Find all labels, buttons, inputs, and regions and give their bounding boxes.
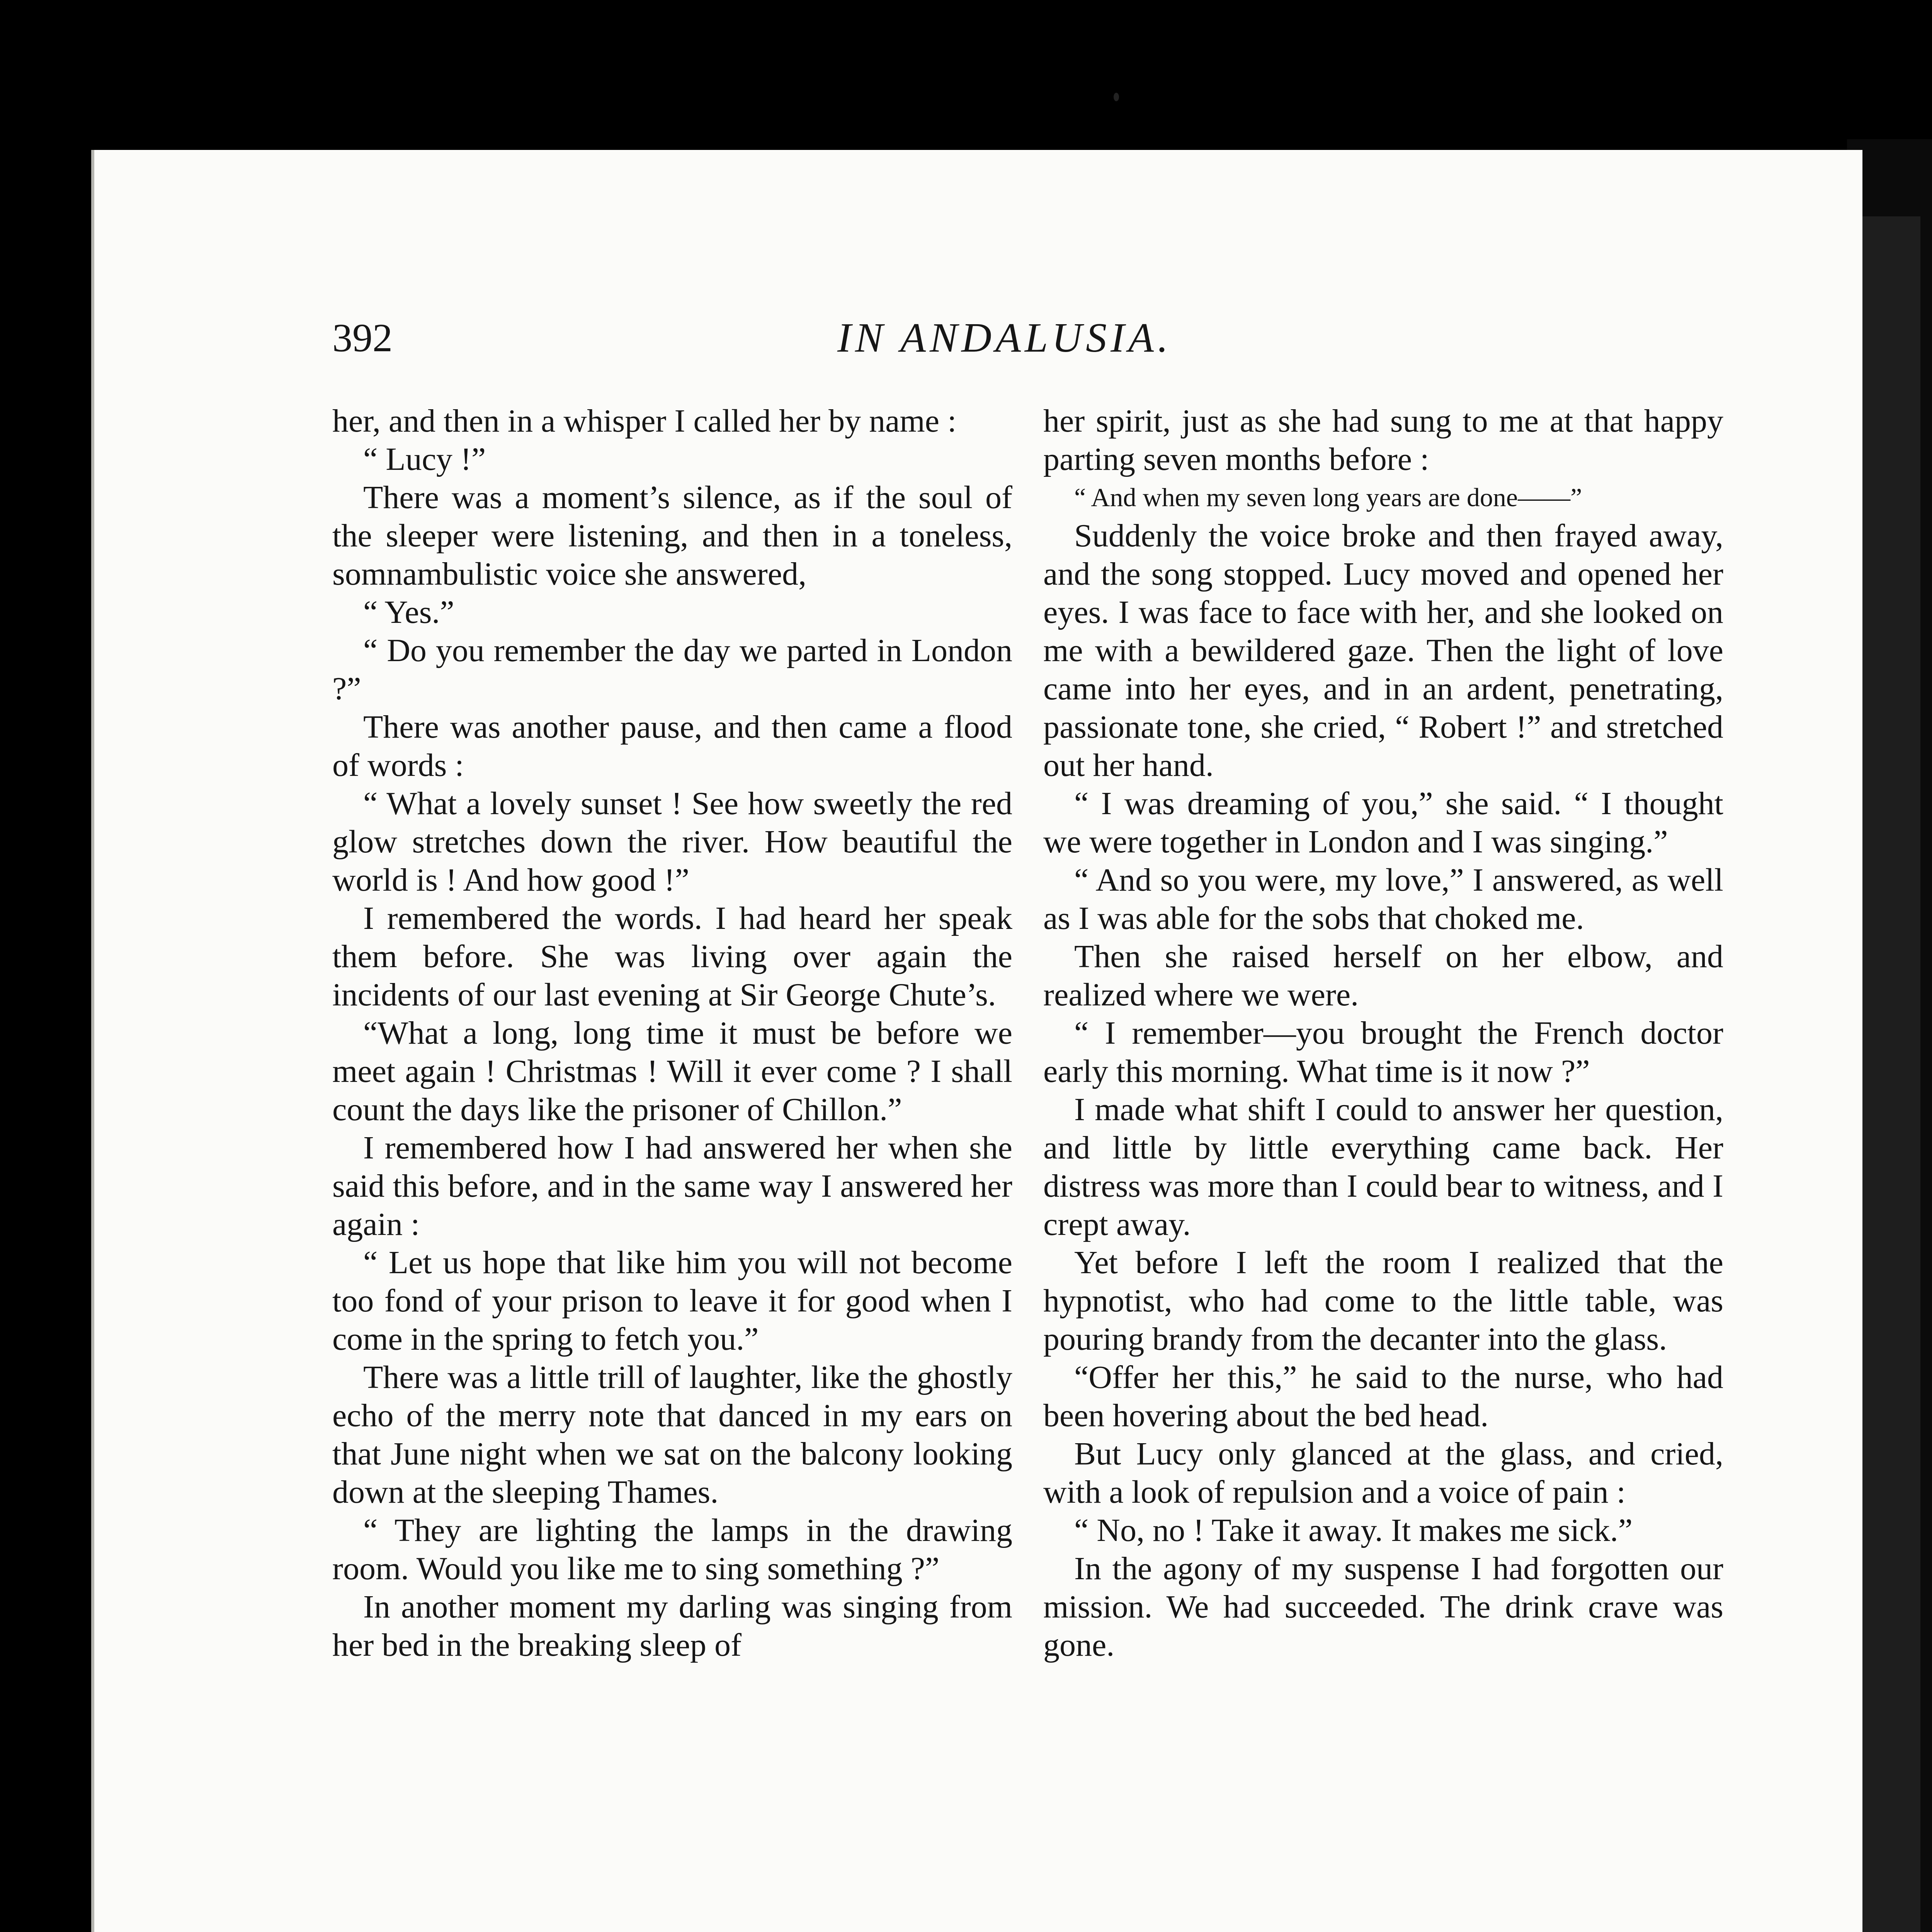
paragraph: “ They are lighting the lamps in the drawing room. Would you like me to sing something ?” [332,1512,1012,1587]
paragraph: I made what shift I could to answer her question, and little by little everything came back. Her distress was more than I could bear to witness, and I crept away. [1043,1092,1723,1242]
paragraph: But Lucy only glanced at the glass, and cried, with a look of repulsion and a voice of pain : [1043,1436,1723,1510]
story-right-column [1043,402,1723,1664]
paragraph: “ What a lovely sunset ! See how sweetly the red glow stretches down the river. How beautiful the world is ! And how good !” [332,786,1012,898]
story-left-column [332,402,1012,1664]
paragraph: “ Let us hope that like him you will not become too fond of your prison to leave it for good when I come in the spring to fetch you.” [332,1245,1012,1357]
paragraph: There was a moment’s silence, as if the soul of the sleeper were listening, and then in a toneless, somnambulistic voice she answered, [332,480,1012,592]
paragraph: “ I was dreaming of you,” she said. “ I thought we were together in London and I was singing.” [1043,786,1723,860]
paragraph: “ Yes.” [363,594,454,630]
paragraph: Then she raised herself on her elbow, and realized where we were. [1043,939,1723,1013]
paragraph: I remembered how I had answered her when she said this before, and in the same way I answered her again : [332,1130,1012,1242]
paragraph: “What a long, long time it must be before we meet again ! Christmas ! Will it ever come ? I shall count the days like the prisoner of Chillon.” [332,1015,1012,1128]
running-title: IN ANDALUSIA. [837,315,1172,361]
page-number: 392 [332,316,393,360]
page-header [332,313,1677,363]
paragraph: I remembered the words. I had heard her speak them before. She was living over again the incidents of our last evening at Sir George Chute’s. [332,900,1012,1013]
paragraph: “Offer her this,” he said to the nurse, who had been hovering about the bed head. [1043,1359,1723,1434]
paragraph: her spirit, just as she had sung to me at that happy parting seven months before : [1043,403,1723,477]
paragraph: Suddenly the voice broke and then frayed away, and the song stopped. Lucy moved and opened her eyes. I was face to face with her, and she looked on me with a bewildered gaze. Then the light of love came into her eyes, and in an ardent, penetrating, passionate tone, she cried, “ Robert !” and stretched out her hand. [1043,518,1723,783]
paragraph: “ I remember—you brought the French doctor early this morning. What time is it now ?” [1043,1015,1723,1089]
paragraph: In the agony of my suspense I had forgotten our mission. We had succeeded. The drink crave was gone. [1043,1551,1723,1663]
paragraph: her, and then in a whisper I called her by name : [332,403,957,439]
paragraph: There was a little trill of laughter, like the ghostly echo of the merry note that danced in my ears on that June night when we sat on the balcony looking down at the sleeping Thames. [332,1359,1012,1510]
paragraph: Yet before I left the room I realized that the hypnotist, who had come to the little table, was pouring brandy from the decanter into the glass. [1043,1245,1723,1357]
song-line: “ And when my seven long years are done——” [1074,483,1582,512]
paragraph: There was another pause, and then came a flood of words : [332,709,1012,783]
paragraph: “ No, no ! Take it away. It makes me sick.” [1074,1512,1633,1548]
paragraph: “ And so you were, my love,” I answered, as well as I was able for the sobs that choked me. [1043,862,1723,936]
paragraph: “ Lucy !” [363,441,486,477]
paragraph: In another moment my darling was singing from her bed in the breaking sleep of [332,1589,1012,1663]
paragraph: “ Do you remember the day we parted in London ?” [332,633,1012,707]
